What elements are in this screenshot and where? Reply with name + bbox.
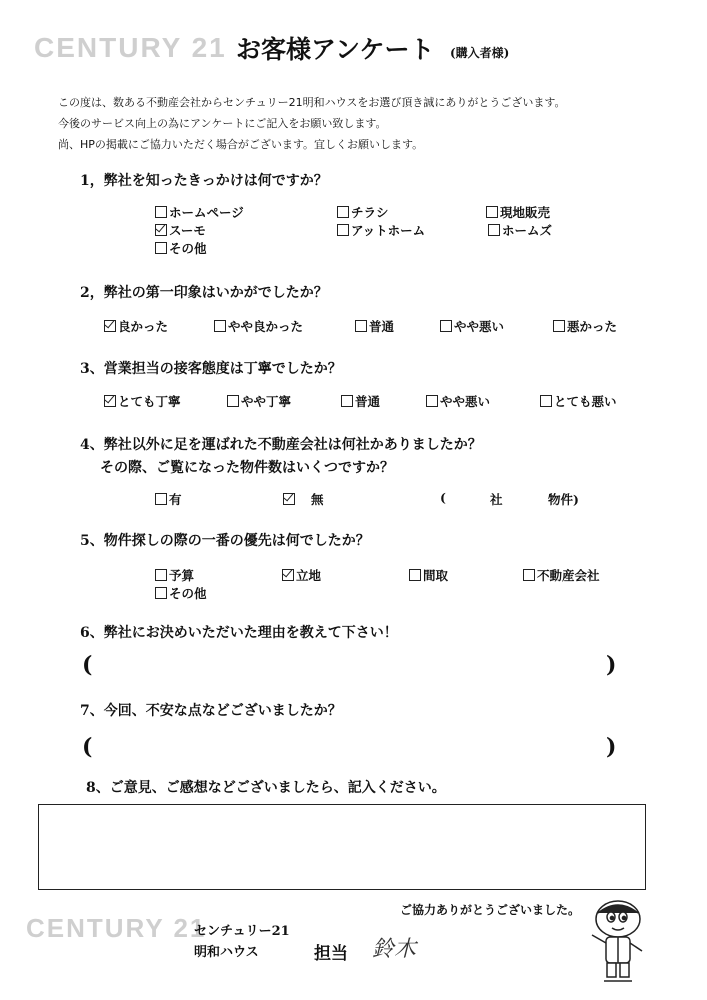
option-label: やや良かった: [228, 319, 304, 334]
checkbox[interactable]: [488, 224, 500, 236]
staff-label: 担当: [314, 944, 348, 964]
comment-textarea[interactable]: [38, 804, 646, 890]
page-subtitle: (購入者様): [450, 46, 510, 60]
option-label: 普通: [369, 319, 395, 334]
option-label: とても悪い: [554, 394, 617, 409]
option-label: 有: [169, 492, 182, 507]
option-label: 間取: [423, 568, 449, 583]
q3-option-fairly-polite[interactable]: [227, 392, 291, 410]
q4-option-no[interactable]: [283, 490, 324, 508]
option-label: 予算: [169, 568, 195, 583]
checkbox[interactable]: [409, 569, 421, 581]
option-label: その他: [169, 586, 207, 601]
option-label: 悪かった: [567, 319, 618, 334]
q2-option-fairly-bad[interactable]: [440, 317, 504, 335]
question-6: 6、弊社にお決めいただいた理由を教えて下さい！: [80, 625, 398, 641]
q4-option-yes[interactable]: [155, 490, 182, 508]
q3-option-normal[interactable]: [341, 392, 380, 410]
question-1: 1，弊社を知ったきっかけは何ですか？: [80, 173, 328, 189]
option-label: やや悪い: [454, 319, 505, 334]
checkbox-checked[interactable]: [104, 395, 116, 407]
q1-option-other[interactable]: [155, 239, 207, 257]
q7-answer-open[interactable]: (: [82, 734, 93, 760]
checkbox[interactable]: [355, 320, 367, 332]
q1-option-homes[interactable]: [488, 221, 552, 239]
mascot-illustration: [578, 895, 656, 987]
company-name-line-1: センチュリー21: [194, 924, 290, 939]
q1-option-onsite[interactable]: [486, 203, 550, 221]
checkbox[interactable]: [155, 569, 167, 581]
q4-properties-field[interactable]: 物件): [548, 492, 579, 507]
checkbox[interactable]: [155, 493, 167, 505]
q2-option-good[interactable]: [104, 317, 168, 335]
checkbox-checked[interactable]: [104, 320, 116, 332]
q1-option-homepage[interactable]: [155, 203, 244, 221]
q7-answer-close[interactable]: ): [606, 734, 617, 760]
option-label: やや丁寧: [241, 394, 292, 409]
q5-option-budget[interactable]: [155, 566, 194, 584]
checkbox[interactable]: [486, 206, 498, 218]
checkbox[interactable]: [341, 395, 353, 407]
question-8: 8、ご意見、ご感想などございましたら、記入ください。: [86, 780, 446, 796]
option-label: 現地販売: [500, 205, 551, 220]
q3-option-very-bad[interactable]: [540, 392, 617, 410]
q4-count-open-paren: (: [440, 490, 446, 505]
q5-option-layout[interactable]: [409, 566, 448, 584]
page-title: お客様アンケート: [236, 35, 435, 64]
checkbox[interactable]: [440, 320, 452, 332]
q5-option-agency[interactable]: [523, 566, 600, 584]
intro-line-1: この度は、数ある不動産会社からセンチュリー21明和ハウスをお選び頂き誠にありがとうございます。: [58, 96, 566, 109]
question-5: 5、物件探しの際の一番の優先は何でしたか？: [80, 533, 370, 549]
option-label: 良かった: [118, 319, 169, 334]
option-label: 無: [311, 492, 324, 507]
checkbox[interactable]: [523, 569, 535, 581]
option-label: 立地: [296, 568, 322, 583]
checkbox-checked[interactable]: [155, 224, 167, 236]
question-4-line-1: 4、弊社以外に足を運ばれた不動産会社は何社かありましたか？: [80, 437, 482, 453]
question-4-line-2: その際、ご覧になった物件数はいくつですか？: [100, 460, 394, 476]
q2-option-bad[interactable]: [553, 317, 617, 335]
q3-option-very-polite[interactable]: [104, 392, 181, 410]
q1-option-flyer[interactable]: [337, 203, 389, 221]
option-label: ホームズ: [502, 223, 553, 238]
q6-answer-open[interactable]: (: [82, 652, 93, 678]
checkbox[interactable]: [337, 206, 349, 218]
thanks-message: ご協力ありがとうございました。: [400, 903, 581, 917]
question-2: 2，弊社の第一印象はいかがでしたか？: [80, 285, 328, 301]
q4-companies-field[interactable]: 社: [490, 492, 503, 507]
checkbox[interactable]: [553, 320, 565, 332]
option-label: 普通: [355, 394, 381, 409]
company-name-line-2: 明和ハウス: [194, 945, 259, 960]
checkbox-checked[interactable]: [283, 493, 295, 505]
q3-option-fairly-bad[interactable]: [426, 392, 490, 410]
q6-answer-close[interactable]: ): [606, 652, 617, 678]
century21-logo: CENTURY 21: [34, 32, 227, 63]
option-label: やや悪い: [440, 394, 491, 409]
q1-option-athome[interactable]: [337, 221, 425, 239]
checkbox[interactable]: [155, 206, 167, 218]
checkbox-checked[interactable]: [282, 569, 294, 581]
option-label: その他: [169, 241, 207, 256]
q2-option-fairly-good[interactable]: [214, 317, 303, 335]
checkbox[interactable]: [227, 395, 239, 407]
staff-signature: 鈴木: [372, 937, 417, 962]
checkbox[interactable]: [540, 395, 552, 407]
checkbox[interactable]: [337, 224, 349, 236]
option-label: 不動産会社: [537, 568, 600, 583]
question-7: 7、今回、不安な点などございましたか？: [80, 703, 342, 719]
checkbox[interactable]: [155, 587, 167, 599]
checkbox[interactable]: [214, 320, 226, 332]
intro-text: [58, 92, 565, 155]
checkbox[interactable]: [426, 395, 438, 407]
intro-line-2: 今後のサービス向上の為にアンケートにご記入をお願い致します。: [58, 117, 387, 130]
q5-option-location[interactable]: [282, 566, 321, 584]
q2-option-normal[interactable]: [355, 317, 394, 335]
q5-option-other[interactable]: [155, 584, 207, 602]
option-label: スーモ: [169, 223, 206, 238]
footer-century21-logo: CENTURY 21: [26, 913, 207, 943]
q1-option-suumo[interactable]: [155, 221, 206, 239]
question-3: 3、営業担当の接客態度は丁寧でしたか？: [80, 361, 342, 377]
option-label: チラシ: [351, 205, 389, 220]
intro-line-3: 尚、HPの掲載にご協力いただく場合がございます。宜しくお願いします。: [58, 138, 424, 151]
option-label: アットホーム: [351, 223, 426, 238]
checkbox[interactable]: [155, 242, 167, 254]
option-label: とても丁寧: [118, 394, 181, 409]
option-label: ホームページ: [169, 205, 244, 220]
